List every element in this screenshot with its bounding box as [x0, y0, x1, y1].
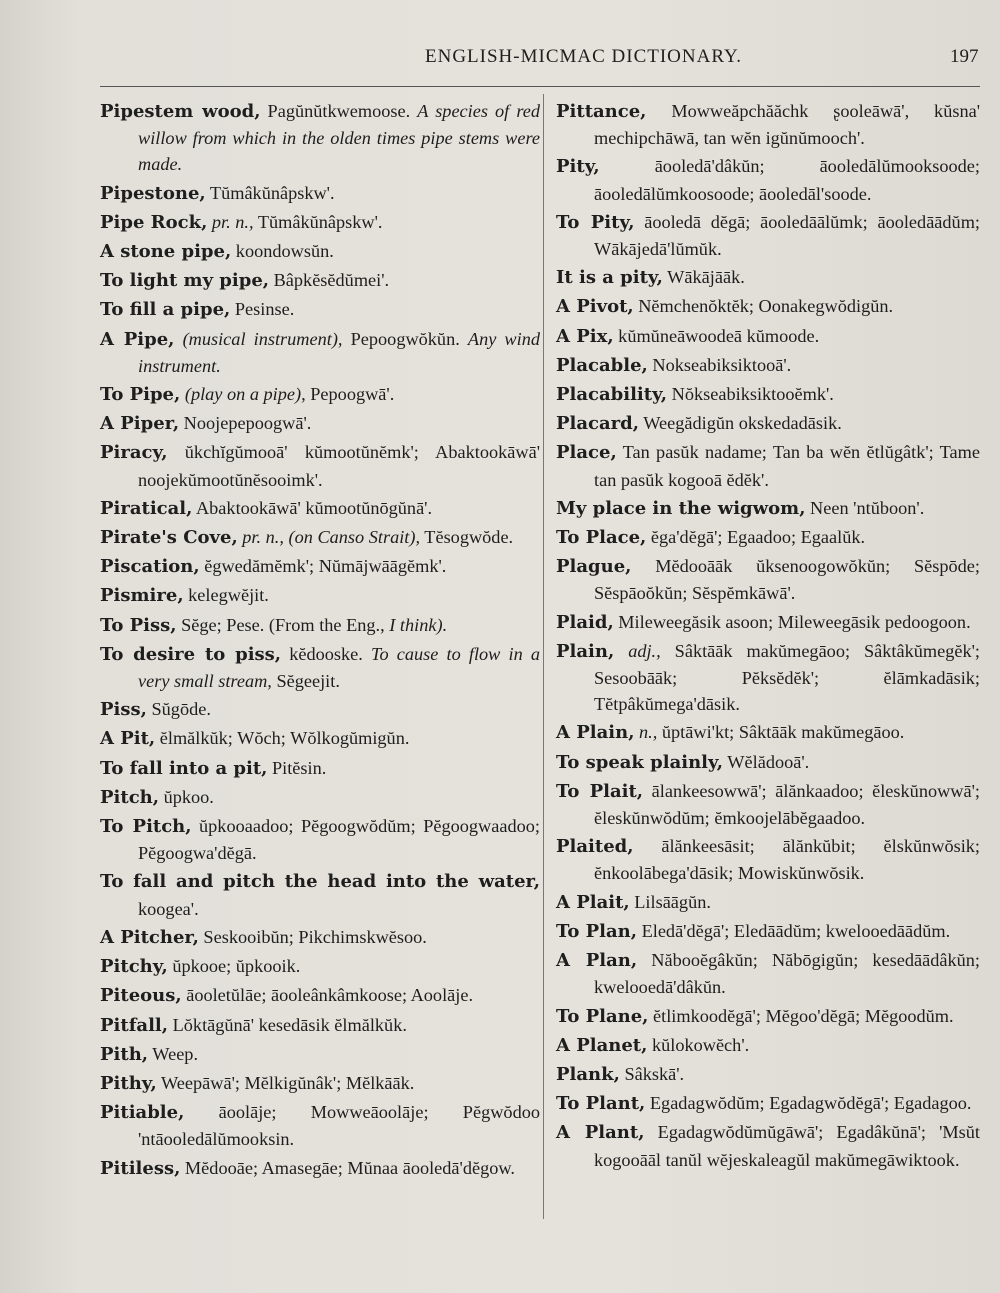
entry-translation: Wākājāāk.: [662, 267, 745, 288]
entry-headword: To Pitch,: [100, 816, 192, 838]
entry-headword: A Piper,: [100, 413, 180, 435]
entry-headword: Piss,: [100, 699, 147, 721]
entry-translation: Mowweăpchăăchk ʂooleāwā', kŭsna' mechipchāwā, tan wĕn igŭnŭmooch'.: [594, 101, 980, 149]
entry-headword: Pitch,: [100, 786, 160, 808]
entry-headword: Pitchy,: [100, 956, 168, 978]
entry-translation: āooledā'dâkŭn; āooledālŭmooksoode; āooledālŭmkoosoode; āooledāl'soode.: [594, 156, 980, 204]
entry-headword: Pitfall,: [100, 1014, 169, 1036]
dictionary-entry: [100, 924, 540, 951]
entry-headword: Plaid,: [556, 611, 614, 633]
dictionary-entry: [100, 553, 540, 580]
dictionary-entry: [556, 381, 980, 408]
dictionary-entry: [100, 209, 540, 236]
dictionary-entry: [100, 868, 540, 921]
entry-translation: Sĕgeejit.: [271, 671, 340, 692]
entry-headword: A Pivot,: [556, 296, 634, 318]
dictionary-entry: [556, 524, 980, 551]
entry-translation: Pesinse.: [230, 299, 295, 320]
dictionary-entry: [100, 982, 540, 1009]
dictionary-entry: [100, 410, 540, 437]
dictionary-entry: [100, 495, 540, 522]
entry-headword: To desire to piss,: [100, 643, 282, 665]
entry-translation: ālankeesowwā'; ālănkaadoo; ĕleskŭnowwā'; ĕleskŭnwŏdŭm; ĕmkoojelābĕgaadoo.: [594, 780, 980, 829]
entry-translation: kelegwĕjit.: [183, 585, 269, 606]
dictionary-entry: [100, 784, 540, 811]
entry-translation: Weepāwā'; Mĕlkigŭnâk'; Mĕlkāāk.: [156, 1072, 415, 1093]
entry-headword: To Piss,: [100, 614, 177, 636]
entry-translation: ĕgwedămĕmk'; Nŭmājwāāgĕmk'.: [199, 556, 447, 577]
entry-translation: ŭpkooaadoo; Pĕgoogwŏdŭm; Pĕgoogwaadoo; Pĕgoogwa'dĕgā.: [138, 816, 540, 864]
dictionary-entry: [100, 1012, 540, 1039]
dictionary-entry: [556, 495, 980, 522]
entry-headword: A stone pipe,: [100, 241, 232, 263]
dictionary-entry: [556, 638, 980, 718]
entry-translation: kŭmŭneāwoodeā kŭmoode.: [613, 325, 820, 346]
dictionary-entry: [100, 612, 540, 639]
entry-translation: Pitĕsin.: [267, 757, 327, 778]
entry-translation: Pepoogwŏkŭn.: [342, 328, 460, 349]
dictionary-entry: [556, 778, 980, 831]
entry-translation: Eledā'dĕgā'; Eledāādŭm; kwelooedāādŭm.: [637, 920, 951, 941]
entry-headword: Placable,: [556, 354, 648, 376]
entry-translation: kŭlokowĕch'.: [647, 1034, 750, 1055]
entry-translation: kĕdooske.: [281, 643, 371, 664]
entry-translation: Noojepepoogwā'.: [179, 413, 312, 434]
entry-translation: Lŏktāgŭnā' kesedāsik ĕlmălkŭk.: [168, 1014, 407, 1035]
entry-translation: Nĕmchenŏktĕk; Oonakegwŏdigŭn.: [633, 296, 894, 317]
entry-note: Any wind instrument.: [138, 328, 540, 376]
entry-headword: To speak plainly,: [556, 751, 724, 773]
dictionary-entry: [100, 953, 540, 980]
dictionary-entry: [100, 98, 540, 178]
dictionary-entry: [100, 725, 540, 752]
entry-headword: Pirate's Cove,: [100, 527, 238, 549]
entry-translation: Seskooibŭn; Pikchimskwĕsoo.: [198, 926, 427, 947]
dictionary-entry: [556, 323, 980, 350]
entry-headword: Piscation,: [100, 556, 200, 578]
entry-headword: Place,: [556, 442, 617, 464]
left-column: [100, 98, 540, 1184]
dictionary-entry: [100, 582, 540, 609]
page-number: 197: [950, 46, 979, 67]
entry-headword: To fall and pitch the head into the water,: [100, 871, 540, 893]
entry-translation: ĕlmălkŭk; Wŏch; Wŏlkogŭmigŭn.: [155, 728, 410, 749]
dictionary-entry: [556, 947, 980, 1000]
dictionary-entry: [556, 439, 980, 492]
dictionary-entry: [100, 1155, 540, 1182]
right-column: [556, 98, 980, 1175]
dictionary-entry: [556, 553, 980, 606]
dictionary-entry: [556, 1003, 980, 1030]
dictionary-entry: [100, 696, 540, 723]
header-rule: [100, 86, 980, 87]
dictionary-entry: [100, 524, 540, 551]
entry-translation: koondowsŭn.: [231, 241, 334, 262]
entry-translation: ŭkchĭgŭmooā' kŭmootŭnĕmk'; Abaktookāwā' noojekŭmootŭnĕsooimk'.: [138, 442, 540, 490]
dictionary-entry: [556, 352, 980, 379]
entry-translation: Pagŭnŭtkwemoose.: [260, 101, 418, 121]
dictionary-entry: [100, 180, 540, 207]
entry-headword: Piratical,: [100, 497, 193, 519]
entry-headword: Plank,: [556, 1063, 620, 1085]
dictionary-entry: [556, 833, 980, 886]
dictionary-entry: [100, 641, 540, 694]
entry-translation: Weep.: [148, 1043, 199, 1064]
dictionary-entry: [556, 609, 980, 636]
entry-headword: A Pipe,: [100, 328, 175, 350]
dictionary-entry: [556, 153, 980, 206]
entry-headword: A Plain,: [556, 722, 635, 744]
entry-translation: Sâkskā'.: [619, 1063, 685, 1084]
entry-headword: Pipe Rock,: [100, 211, 208, 233]
entry-headword: A Plait,: [556, 891, 630, 913]
entry-headword: Pismire,: [100, 585, 184, 607]
entry-headword: To Plane,: [556, 1005, 649, 1027]
entry-headword: A Pitcher,: [100, 926, 199, 948]
dictionary-entry: [556, 918, 980, 945]
entry-translation: ŭpkooe; ŭpkooik.: [167, 956, 301, 977]
dictionary-entry: [556, 1061, 980, 1088]
entry-headword: To fall into a pit,: [100, 757, 268, 779]
entry-headword: To Place,: [556, 527, 647, 549]
entry-headword: Pitiless,: [100, 1157, 181, 1179]
entry-note: A species of red willow from which in the olden times pipe stems were made.: [138, 101, 541, 175]
entry-headword: Pitiable,: [100, 1102, 185, 1124]
entry-translation: āoolāje; Mowweāoolāje; Pĕgwŏdoo 'ntāooledālŭmooksin.: [138, 1102, 540, 1150]
entry-headword: Pipestem wood,: [100, 101, 261, 122]
entry-translation: Mĕdooāāk ŭksenoogowŏkŭn; Sĕspōde; Sĕspāoŏkŭn; Sĕspĕmkāwā'.: [594, 556, 980, 604]
dictionary-entry: [100, 326, 540, 379]
entry-headword: A Planet,: [556, 1034, 648, 1056]
entry-translation: ŭptāwi'kt; Sâktāāk makŭmegāoo.: [657, 722, 905, 743]
entry-translation: Tan pasŭk nadame; Tan ba wĕn ĕtlŭgâtk'; Tame tan pasŭk kogooā ĕdĕk'.: [594, 442, 980, 490]
entry-translation: Tĕsogwŏde.: [420, 527, 514, 548]
entry-headword: To Plant,: [556, 1093, 646, 1115]
entry-translation: Lilsāāgŭn.: [629, 891, 711, 912]
entry-translation: Nŏkseabiksiktooĕmk'.: [667, 384, 834, 405]
entry-translation: Wĕlădooā'.: [723, 751, 810, 772]
entry-translation: Weegădigŭn okskedadāsik.: [639, 413, 842, 434]
entry-headword: A Pit,: [100, 728, 156, 750]
dictionary-entry: [556, 293, 980, 320]
entry-translation: Sâktāāk makŭmegāoo; Sâktâkŭmegĕk'; Sesoobāāk; Pĕksĕdĕk'; ĕlāmkadāsik; Tĕtpâkŭmega'dāsik.: [594, 640, 980, 715]
entry-headword: To fill a pipe,: [100, 299, 231, 321]
entry-translation: Nokseabiksiktooā'.: [647, 354, 792, 375]
running-title: ENGLISH-MICMAC DICTIONARY.: [425, 46, 742, 67]
entry-translation: Mileweegăsik asoon; Mileweegāsik pedoogoon.: [613, 611, 971, 632]
entry-headword: Plaited,: [556, 836, 634, 858]
entry-headword: A Pix,: [556, 325, 614, 347]
dictionary-entry: [556, 1032, 980, 1059]
entry-translation: Tŭmâkŭnâpskw'.: [205, 182, 335, 203]
dictionary-entry: [556, 719, 980, 746]
entry-headword: Pittance,: [556, 101, 647, 122]
entry-headword: To light my pipe,: [100, 270, 270, 292]
dictionary-entry: [100, 813, 540, 866]
dictionary-entry: [100, 267, 540, 294]
entry-translation: ĕga'dĕgā'; Egaadoo; Egaalŭk.: [646, 527, 866, 548]
dictionary-entry: [100, 1099, 540, 1152]
running-head: [0, 46, 1000, 76]
entry-headword: Pith,: [100, 1043, 149, 1065]
entry-headword: My place in the wigwom,: [556, 497, 806, 519]
column-divider: [543, 94, 544, 1219]
dictionary-entry: [556, 889, 980, 916]
entry-headword: A Plant,: [556, 1122, 645, 1144]
entry-translation: Bâpkĕsĕdŭmei'.: [269, 270, 390, 291]
entry-translation: Egadagwŏdŭmŭgāwā'; Egadâkŭnā'; 'Msŭt kogooāāl tanŭl wĕjeskaleagŭl makŭmegāwiktook.: [594, 1122, 980, 1170]
entry-translation: Neen 'ntŭboon'.: [805, 497, 925, 518]
entry-translation: ālănkeesāsit; ālănkŭbit; ĕlskŭnwŏsik; ĕnkoolābega'dāsik; Mowiskŭnwŏsik.: [594, 836, 980, 884]
entry-translation: āooletŭlāe; āooleânkâmkoose; Aoolāje.: [181, 985, 474, 1006]
entry-grammar: n.,: [634, 722, 658, 743]
entry-headword: Piracy,: [100, 442, 168, 464]
dictionary-entry: [556, 209, 980, 262]
dictionary-entry: [100, 1041, 540, 1068]
entry-translation: Mĕdooāe; Amasegāe; Mŭnaa āooledā'dĕgow.: [180, 1157, 515, 1178]
entry-headword: To Pipe,: [100, 384, 181, 406]
entry-translation: Pepoogwā'.: [305, 384, 395, 405]
entry-headword: Pithy,: [100, 1072, 157, 1094]
entry-translation: ĕtlimkoodĕgā'; Mĕgoo'dĕgā; Mĕgoodŭm.: [648, 1005, 954, 1026]
entry-translation: āooledā dĕgā; āooledāālŭmk; āooledāādŭm; Wākājedā'lŭmŭk.: [594, 211, 980, 260]
entry-headword: To Plait,: [556, 780, 644, 802]
entry-translation: ŭpkoo.: [159, 786, 214, 807]
entry-grammar: (musical instrument),: [174, 328, 343, 349]
dictionary-entry: [556, 264, 980, 291]
dictionary-entry: [556, 1119, 980, 1172]
entry-headword: To Plan,: [556, 920, 637, 942]
entry-headword: A Plan,: [556, 950, 638, 972]
dictionary-entry: [556, 1090, 980, 1117]
entry-grammar: (play on a pipe),: [180, 384, 306, 405]
dictionary-entry: [100, 755, 540, 782]
dictionary-entry: [556, 410, 980, 437]
dictionary-entry: [100, 439, 540, 492]
entry-translation: Sŭgōde.: [146, 699, 211, 720]
dictionary-entry: [100, 381, 540, 408]
entry-headword: Plague,: [556, 556, 632, 578]
entry-translation: Egadagwŏdŭm; Egadagwŏdĕgā'; Egadagoo.: [645, 1093, 972, 1114]
dictionary-entry: [556, 98, 980, 151]
dictionary-entry: [100, 238, 540, 265]
entry-headword: It is a pity,: [556, 267, 663, 289]
dictionary-entry: [100, 296, 540, 323]
entry-grammar: adj.,: [614, 640, 661, 661]
entry-translation: Năbooĕgâkŭn; Năbōgigŭn; kesedāādâkŭn; kwelooedā'dâkŭn.: [594, 950, 980, 998]
entry-translation: Sĕge; Pese. (From the Eng.,: [176, 614, 390, 635]
entry-note: I think).: [389, 614, 448, 635]
dictionary-entry: [556, 749, 980, 776]
entry-headword: Placability,: [556, 384, 668, 406]
entry-translation: koogea'.: [138, 898, 199, 919]
entry-headword: To Pity,: [556, 211, 635, 233]
entry-grammar: pr. n.,: [207, 211, 254, 232]
entry-headword: Pity,: [556, 156, 600, 178]
entry-note: To cause to flow in a very small stream,: [138, 643, 541, 692]
entry-translation: Abaktookāwā' kŭmootŭnōgŭnā'.: [192, 497, 433, 518]
entry-headword: Plain,: [556, 640, 615, 662]
entry-headword: Piteous,: [100, 985, 182, 1007]
entry-headword: Placard,: [556, 413, 639, 435]
entry-translation: Tŭmâkŭnâpskw'.: [253, 211, 383, 232]
dictionary-entry: [100, 1070, 540, 1097]
entry-grammar: pr. n., (on Canso Strait),: [237, 527, 421, 548]
entry-headword: Pipestone,: [100, 182, 206, 204]
